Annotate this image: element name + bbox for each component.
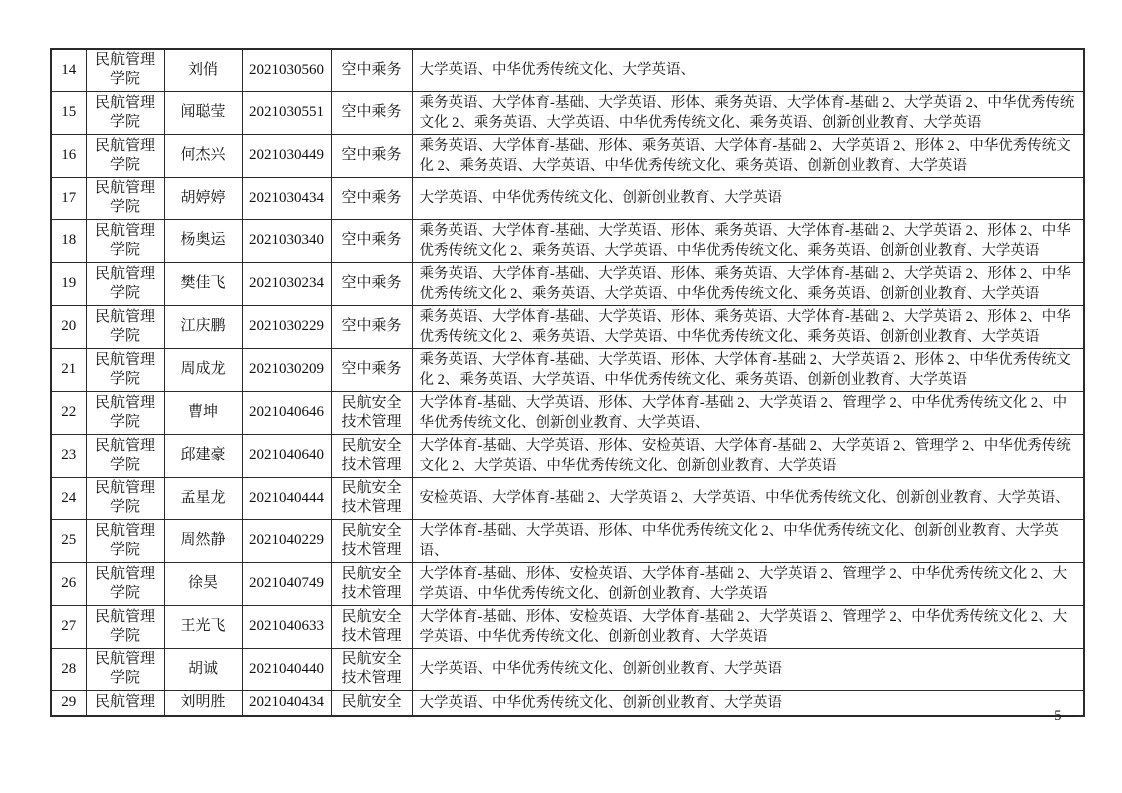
cell-name: 刘俏 bbox=[164, 49, 242, 91]
cell-student-id: 2021030449 bbox=[242, 134, 331, 177]
cell-major: 民航安全技术管理 bbox=[331, 391, 412, 434]
table-row bbox=[51, 648, 1084, 690]
cell-college: 民航管理学院 bbox=[86, 562, 164, 605]
cell-major: 空中乘务 bbox=[331, 134, 412, 177]
cell-courses: 乘务英语、大学体育-基础、大学英语、形体、乘务英语、大学体育-基础 2、大学英语 2、形体 2、中华优秀传统文化 2、乘务英语、大学英语、中华优秀传统文化、乘务英语、创新创业教育、大学英语 bbox=[412, 305, 1084, 348]
cell-college: 民航管理学院 bbox=[86, 348, 164, 391]
cell-student-id: 2021040440 bbox=[242, 648, 331, 690]
cell-major: 空中乘务 bbox=[331, 49, 412, 91]
table-row bbox=[51, 262, 1084, 305]
cell-courses: 大学体育-基础、形体、安检英语、大学体育-基础 2、大学英语 2、管理学 2、中华优秀传统文化 2、大学英语、中华优秀传统文化、创新创业教育、大学英语 bbox=[412, 562, 1084, 605]
cell-college: 民航管理学院 bbox=[86, 262, 164, 305]
cell-courses: 乘务英语、大学体育-基础、大学英语、形体、乘务英语、大学体育-基础 2、大学英语 2、中华优秀传统文化 2、乘务英语、大学英语、中华优秀传统文化、乘务英语、创新创业教育、大学英语 bbox=[412, 91, 1084, 134]
cell-name: 江庆鹏 bbox=[164, 305, 242, 348]
cell-courses: 乘务英语、大学体育-基础、大学英语、形体、大学体育-基础 2、大学英语 2、形体 2、中华优秀传统文化 2、乘务英语、大学英语、中华优秀传统文化、乘务英语、创新创业教育、大学英语 bbox=[412, 348, 1084, 391]
cell-college: 民航管理学院 bbox=[86, 134, 164, 177]
cell-name: 胡诚 bbox=[164, 648, 242, 690]
cell-major: 空中乘务 bbox=[331, 219, 412, 262]
cell-major: 民航安全 bbox=[331, 690, 412, 716]
cell-college: 民航管理 bbox=[86, 690, 164, 716]
table-row bbox=[51, 690, 1084, 716]
cell-name: 杨奥运 bbox=[164, 219, 242, 262]
cell-index: 27 bbox=[51, 605, 86, 648]
table-row bbox=[51, 305, 1084, 348]
cell-student-id: 2021030560 bbox=[242, 49, 331, 91]
table-row bbox=[51, 477, 1084, 519]
cell-major: 民航安全技术管理 bbox=[331, 605, 412, 648]
cell-courses: 大学体育-基础、大学英语、形体、大学体育-基础 2、大学英语 2、管理学 2、中华优秀传统文化 2、中华优秀传统文化、创新创业教育、大学英语、 bbox=[412, 391, 1084, 434]
cell-courses: 大学体育-基础、大学英语、形体、安检英语、大学体育-基础 2、大学英语 2、管理学 2、中华优秀传统文化 2、大学英语、中华优秀传统文化、创新创业教育、大学英语 bbox=[412, 434, 1084, 477]
cell-college: 民航管理学院 bbox=[86, 648, 164, 690]
table-row bbox=[51, 91, 1084, 134]
cell-courses: 大学英语、中华优秀传统文化、创新创业教育、大学英语 bbox=[412, 177, 1084, 219]
cell-college: 民航管理学院 bbox=[86, 305, 164, 348]
cell-index: 15 bbox=[51, 91, 86, 134]
cell-name: 何杰兴 bbox=[164, 134, 242, 177]
cell-student-id: 2021030229 bbox=[242, 305, 331, 348]
table-row bbox=[51, 434, 1084, 477]
cell-name: 王光飞 bbox=[164, 605, 242, 648]
cell-index: 26 bbox=[51, 562, 86, 605]
table-row bbox=[51, 519, 1084, 562]
cell-index: 25 bbox=[51, 519, 86, 562]
cell-college: 民航管理学院 bbox=[86, 434, 164, 477]
cell-major: 民航安全技术管理 bbox=[331, 519, 412, 562]
cell-major: 空中乘务 bbox=[331, 305, 412, 348]
cell-college: 民航管理学院 bbox=[86, 391, 164, 434]
table-row bbox=[51, 219, 1084, 262]
cell-courses: 乘务英语、大学体育-基础、大学英语、形体、乘务英语、大学体育-基础 2、大学英语 2、形体 2、中华优秀传统文化 2、乘务英语、大学英语、中华优秀传统文化、乘务英语、创新创业教育、大学英语 bbox=[412, 219, 1084, 262]
cell-student-id: 2021040749 bbox=[242, 562, 331, 605]
cell-courses: 乘务英语、大学体育-基础、大学英语、形体、乘务英语、大学体育-基础 2、大学英语 2、形体 2、中华优秀传统文化 2、乘务英语、大学英语、中华优秀传统文化、乘务英语、创新创业教育、大学英语 bbox=[412, 262, 1084, 305]
table-row bbox=[51, 177, 1084, 219]
cell-major: 空中乘务 bbox=[331, 262, 412, 305]
cell-major: 民航安全技术管理 bbox=[331, 434, 412, 477]
cell-courses: 大学英语、中华优秀传统文化、创新创业教育、大学英语 bbox=[412, 648, 1084, 690]
cell-college: 民航管理学院 bbox=[86, 219, 164, 262]
cell-major: 民航安全技术管理 bbox=[331, 562, 412, 605]
cell-index: 22 bbox=[51, 391, 86, 434]
cell-student-id: 2021030551 bbox=[242, 91, 331, 134]
cell-college: 民航管理学院 bbox=[86, 519, 164, 562]
cell-name: 樊佳飞 bbox=[164, 262, 242, 305]
cell-college: 民航管理学院 bbox=[86, 49, 164, 91]
cell-index: 29 bbox=[51, 690, 86, 716]
cell-name: 曹坤 bbox=[164, 391, 242, 434]
cell-major: 空中乘务 bbox=[331, 91, 412, 134]
cell-courses: 乘务英语、大学体育-基础、形体、乘务英语、大学体育-基础 2、大学英语 2、形体 2、中华优秀传统文化 2、乘务英语、大学英语、中华优秀传统文化、乘务英语、创新创业教育、大学英语 bbox=[412, 134, 1084, 177]
cell-courses: 大学体育-基础、大学英语、形体、中华优秀传统文化 2、中华优秀传统文化、创新创业教育、大学英语、 bbox=[412, 519, 1084, 562]
cell-college: 民航管理学院 bbox=[86, 91, 164, 134]
cell-college: 民航管理学院 bbox=[86, 177, 164, 219]
table-row bbox=[51, 348, 1084, 391]
cell-index: 18 bbox=[51, 219, 86, 262]
cell-student-id: 2021030234 bbox=[242, 262, 331, 305]
cell-college: 民航管理学院 bbox=[86, 477, 164, 519]
student-course-table bbox=[50, 48, 1085, 717]
cell-name: 周成龙 bbox=[164, 348, 242, 391]
cell-student-id: 2021030434 bbox=[242, 177, 331, 219]
cell-name: 邱建豪 bbox=[164, 434, 242, 477]
cell-index: 17 bbox=[51, 177, 86, 219]
cell-courses: 大学体育-基础、形体、安检英语、大学体育-基础 2、大学英语 2、管理学 2、中华优秀传统文化 2、大学英语、中华优秀传统文化、创新创业教育、大学英语 bbox=[412, 605, 1084, 648]
cell-student-id: 2021040640 bbox=[242, 434, 331, 477]
cell-index: 14 bbox=[51, 49, 86, 91]
cell-major: 空中乘务 bbox=[331, 348, 412, 391]
cell-name: 孟星龙 bbox=[164, 477, 242, 519]
cell-student-id: 2021040646 bbox=[242, 391, 331, 434]
table-row bbox=[51, 605, 1084, 648]
cell-index: 24 bbox=[51, 477, 86, 519]
cell-index: 28 bbox=[51, 648, 86, 690]
cell-name: 周然静 bbox=[164, 519, 242, 562]
cell-name: 徐昊 bbox=[164, 562, 242, 605]
table-row bbox=[51, 391, 1084, 434]
page-number: —5— bbox=[1039, 708, 1076, 724]
cell-name: 胡婷婷 bbox=[164, 177, 242, 219]
table-row bbox=[51, 49, 1084, 91]
cell-major: 民航安全技术管理 bbox=[331, 477, 412, 519]
cell-name: 刘明胜 bbox=[164, 690, 242, 716]
table-row bbox=[51, 134, 1084, 177]
cell-major: 空中乘务 bbox=[331, 177, 412, 219]
table-body bbox=[51, 49, 1084, 716]
cell-index: 23 bbox=[51, 434, 86, 477]
cell-courses: 安检英语、大学体育-基础 2、大学英语 2、大学英语、中华优秀传统文化、创新创业教育、大学英语、 bbox=[412, 477, 1084, 519]
cell-courses: 大学英语、中华优秀传统文化、创新创业教育、大学英语 bbox=[412, 690, 1084, 716]
cell-student-id: 2021030209 bbox=[242, 348, 331, 391]
cell-index: 21 bbox=[51, 348, 86, 391]
cell-name: 闻聪莹 bbox=[164, 91, 242, 134]
cell-index: 19 bbox=[51, 262, 86, 305]
cell-college: 民航管理学院 bbox=[86, 605, 164, 648]
cell-student-id: 2021040434 bbox=[242, 690, 331, 716]
cell-student-id: 2021040229 bbox=[242, 519, 331, 562]
cell-student-id: 2021030340 bbox=[242, 219, 331, 262]
cell-major: 民航安全技术管理 bbox=[331, 648, 412, 690]
cell-index: 16 bbox=[51, 134, 86, 177]
cell-courses: 大学英语、中华优秀传统文化、大学英语、 bbox=[412, 49, 1084, 91]
cell-student-id: 2021040633 bbox=[242, 605, 331, 648]
cell-index: 20 bbox=[51, 305, 86, 348]
cell-student-id: 2021040444 bbox=[242, 477, 331, 519]
table-row bbox=[51, 562, 1084, 605]
